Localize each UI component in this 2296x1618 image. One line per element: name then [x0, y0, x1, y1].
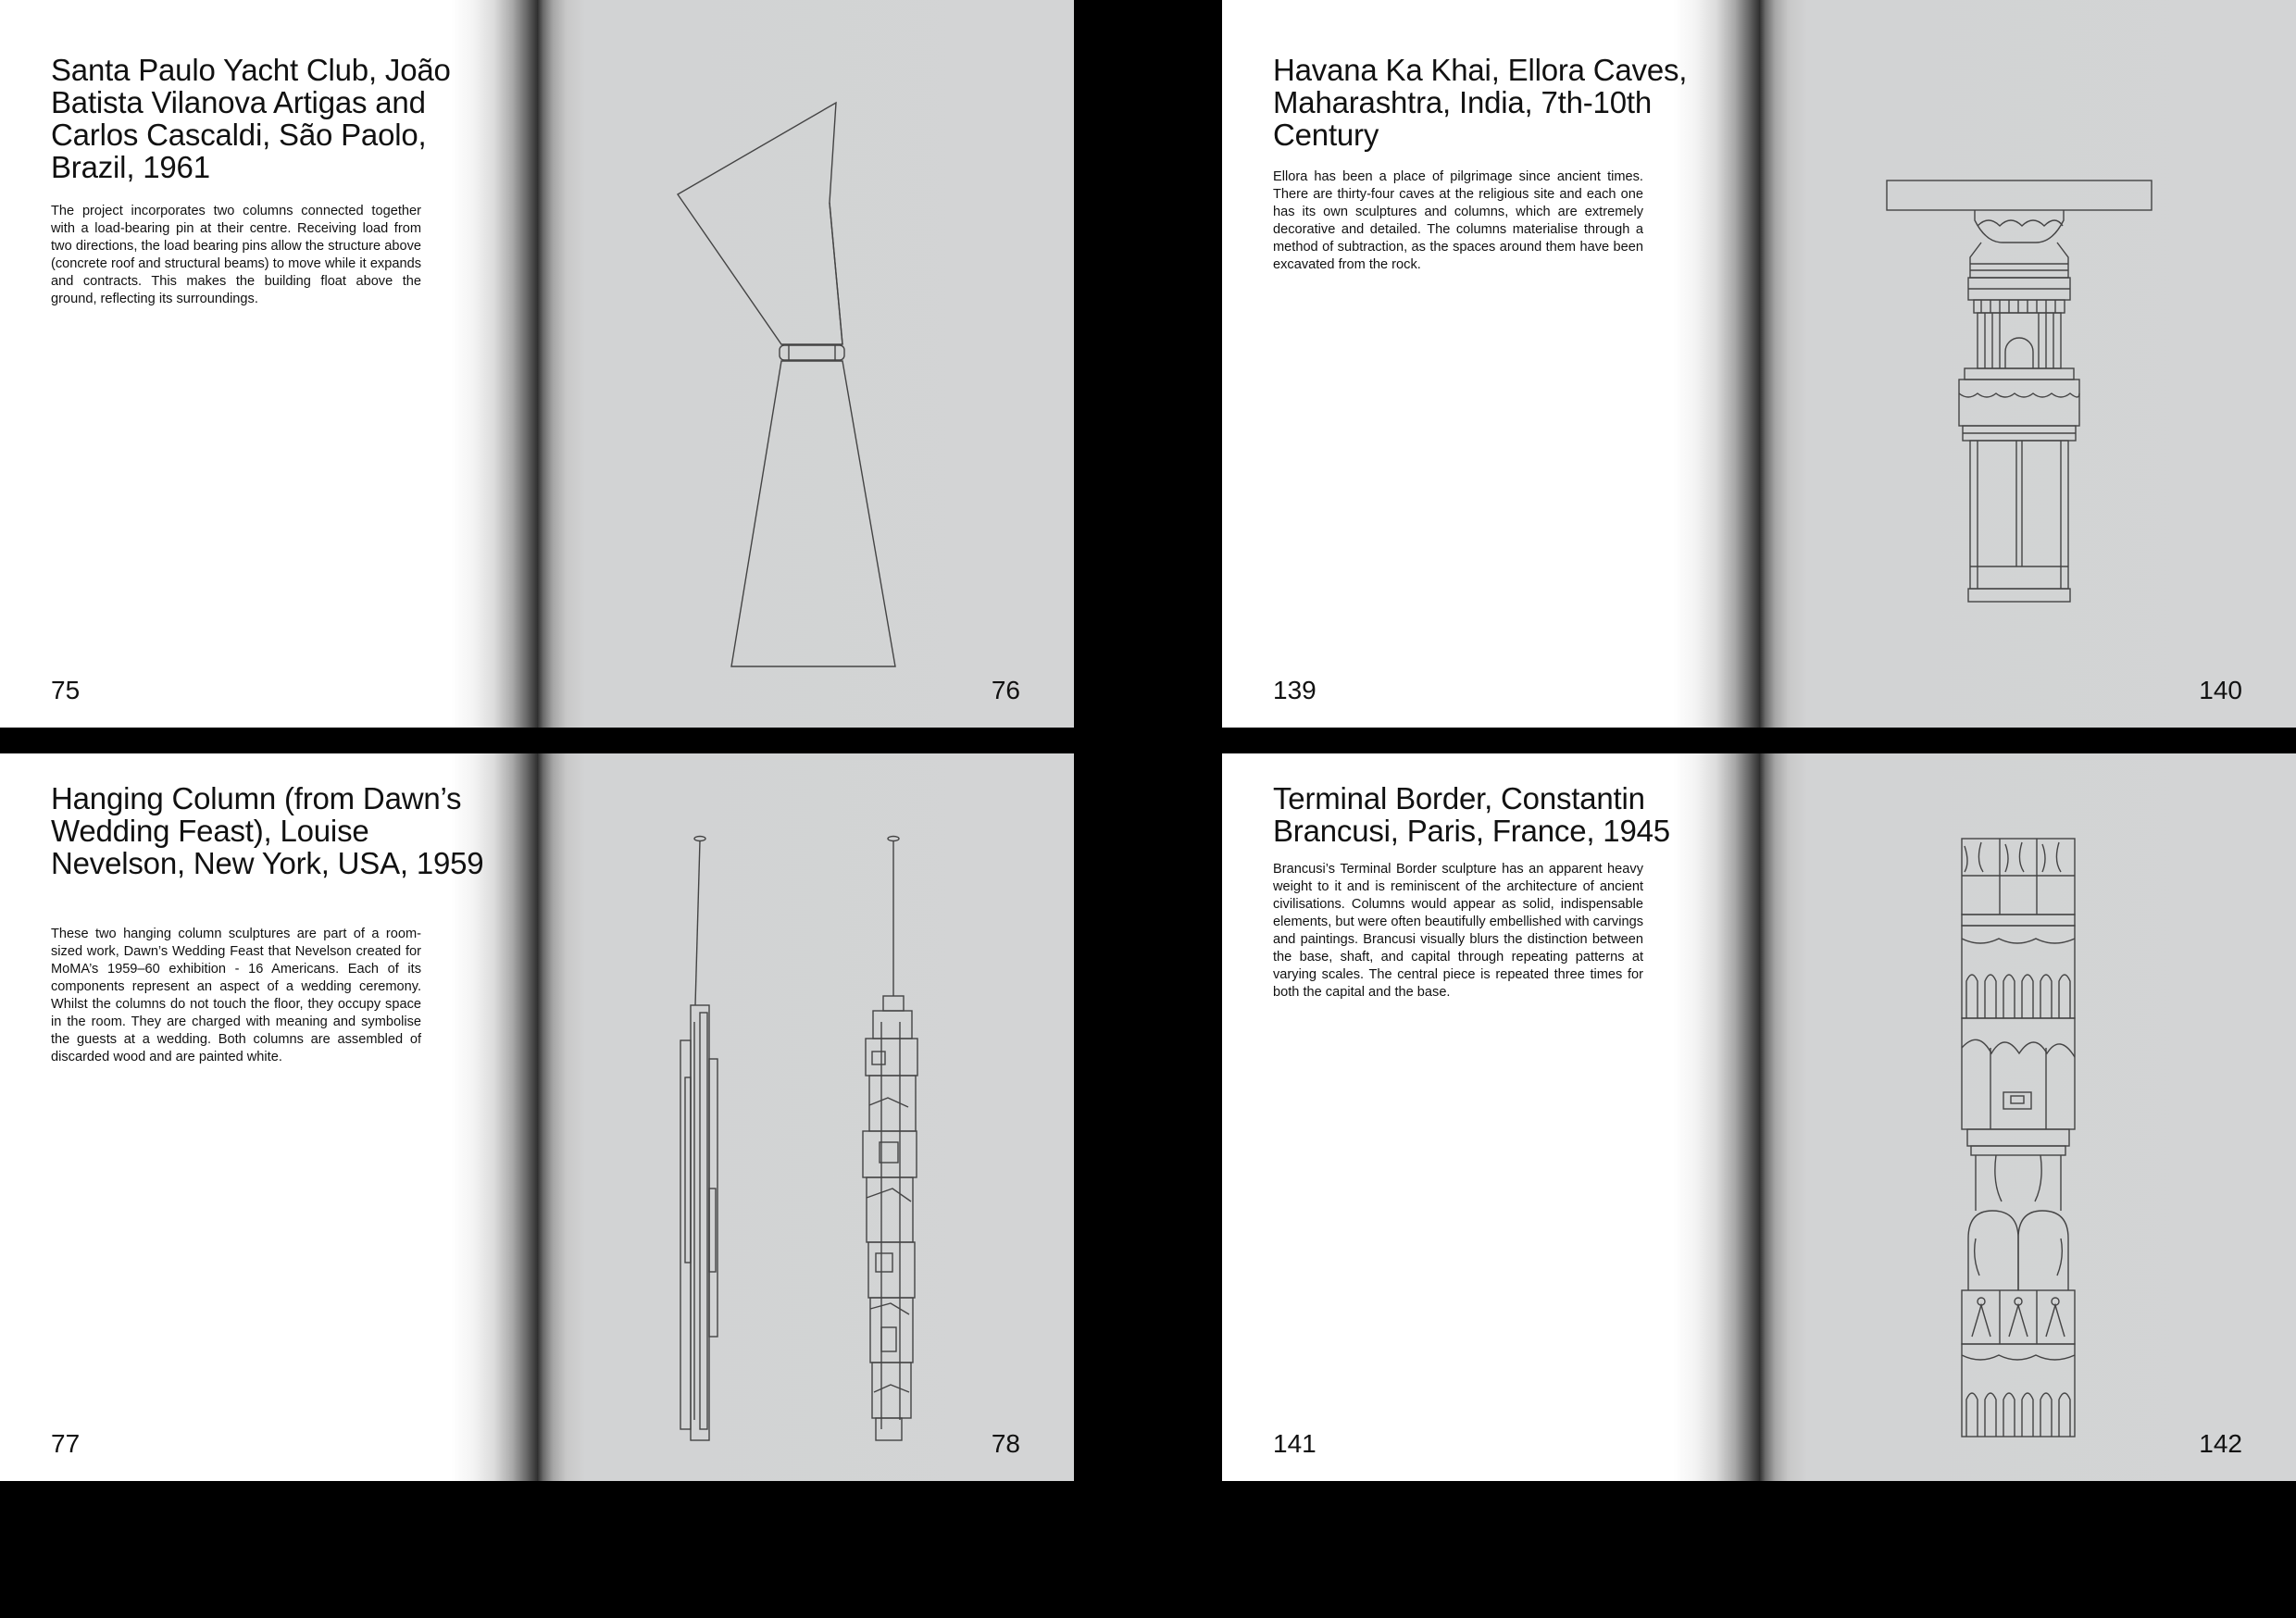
page-title: Santa Paulo Yacht Club, João Batista Vilanova Artigas and Carlos Cascaldi, São Paolo, Brazil, 1961 — [51, 53, 451, 184]
page-number: 142 — [2199, 1429, 2242, 1458]
horizontal-divider — [1222, 752, 2296, 753]
page-142 — [1759, 753, 2296, 1481]
page-body-text: Ellora has been a place of pilgrimage since ancient times. There are thirty-four caves at the religious site and each one has its own sculptures and columns, which are extremely decorative and detailed. The columns materialise through a method of subtraction, as the spaces around them have been excavated from the rock. — [1273, 169, 1643, 272]
hanging-columns-drawing — [537, 753, 1074, 1481]
horizontal-divider — [0, 752, 1074, 753]
page-number: 139 — [1273, 676, 1316, 704]
page-number: 76 — [991, 676, 1020, 704]
page-number: 140 — [2199, 676, 2242, 704]
ellora-column-drawing — [1759, 0, 2296, 728]
spread-pages-141-142 — [1222, 753, 2296, 1481]
page-76 — [537, 0, 1074, 728]
page-140 — [1759, 0, 2296, 728]
page-title: Terminal Border, Constantin Brancusi, Paris, France, 1945 — [1273, 781, 1670, 848]
page-139 — [1222, 0, 1759, 728]
page-body-text: Brancusi’s Terminal Border sculpture has an apparent heavy weight to it and is reminiscent of the architecture of ancient civilisations. Columns would appear as solid, indispensable elements, but were often beautifully embellished with carvings and paintings. Brancusi visually blurs the distinction between the base, shaft, and capital through repeating patterns at varying scales. The central piece is repeated three times for both the capital and the base. — [1273, 862, 1643, 1000]
spread-pages-139-140 — [1222, 0, 2296, 728]
page-75 — [0, 0, 537, 728]
yacht-club-column-drawing — [537, 0, 1074, 728]
page-78 — [537, 753, 1074, 1481]
spread-pages-77-78 — [0, 753, 1074, 1481]
page-number: 75 — [51, 676, 81, 704]
page-141 — [1222, 753, 1759, 1481]
terminal-border-drawing — [1759, 753, 2296, 1481]
page-title: Hanging Column (from Dawn’s Wedding Feast), Louise Nevelson, New York, USA, 1959 — [51, 781, 484, 880]
spread-pages-75-76 — [0, 0, 1074, 728]
page-number: 78 — [991, 1429, 1020, 1458]
page-number: 141 — [1273, 1429, 1316, 1458]
page-number: 77 — [51, 1429, 81, 1458]
page-77 — [0, 753, 537, 1481]
page-body-text: The project incorporates two columns connected together with a load-bearing pin at their centre. Receiving load from two directions, the load bearing pins allow the structure above (concrete roof and structural beams) to move while it expands and contracts. This makes the building float above the ground, reflecting its surroundings. — [51, 204, 421, 306]
page-title: Havana Ka Khai, Ellora Caves, Maharashtra, India, 7th-10th Century — [1273, 53, 1688, 152]
page-body-text: These two hanging column sculptures are part of a room-sized work, Dawn’s Wedding Feast that Nevelson created for MoMA’s 1959–60 exhibition - 16 Americans. Each of its components represent an aspect of a wedding ceremony. Whilst the columns do not touch the floor, they occupy space in the room. They are charged with meaning and symbolise the guests at a wedding. Both columns are assembled of discarded wood and are painted white. — [51, 927, 421, 1064]
